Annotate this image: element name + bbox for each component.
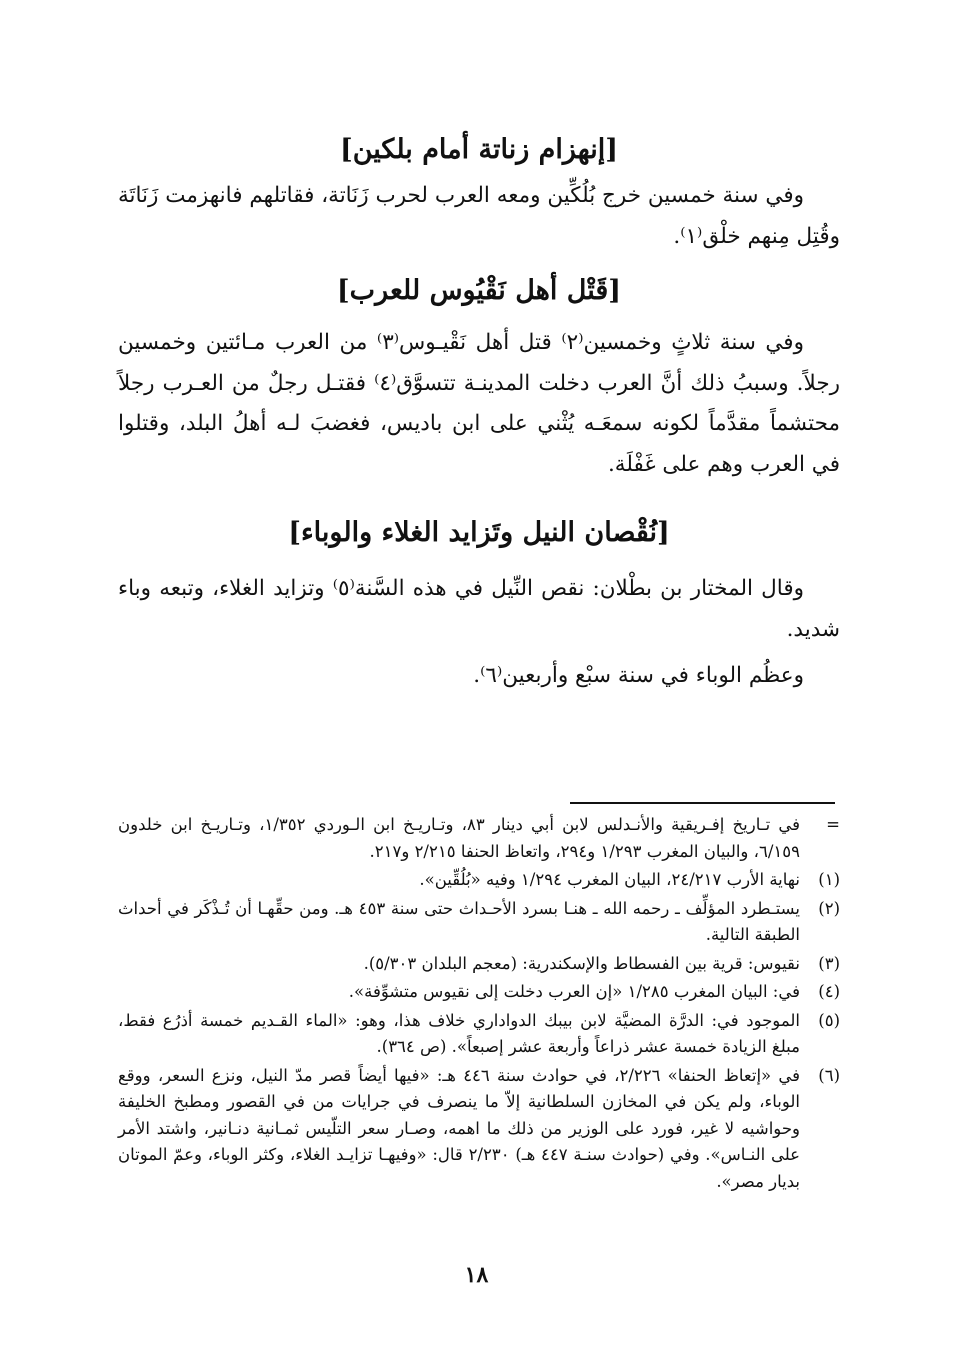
page-number: ١٨ [464,1262,489,1288]
footnote-separator [570,802,835,804]
footnote [118,979,840,1006]
paragraph-text: وعظُم الوباء في سنة سبْع وأربعين⁽٦⁾. [473,663,804,688]
footnote-marker: (٣) [818,953,840,973]
footnote-marker: (٦) [818,1065,840,1085]
body-paragraph [118,323,840,485]
footnote-text: نقيوس: قرية بين الفسطاط والإسكندرية: (معجم البلدان ٥/٣٠٣). [363,953,800,973]
footnote-marker: (٢) [818,898,840,918]
section-heading: [إنهزام زناتة أمام بلكين] [339,134,619,165]
footnote-text: نهاية الأرب ٢٤/٢١٧، البيان المغرب ١/٢٩٤ وفيه «بُلُقِّين». [419,870,800,889]
body-paragraph [118,176,840,257]
footnote-marker: (٤) [818,982,840,1001]
footnote-text: يستـطرد المؤلِّف ـ رحمه الله ـ هنـا بسرد الأحـداث حتى سنة ٤٥٣ هـ. ومن حقِّهـا أن تُـذْكَر في أحداث الطبقة التالية. [118,898,800,944]
footnotes [118,812,840,1195]
paragraph-text: وقال المختار بن بطْلان: نقص النِّيل في هذه السَّنة⁽٥⁾ وتزايد الغلاء، وتبعه وباء شديد. [118,576,840,642]
footnote [118,1063,840,1196]
footnote-marker: (١) [818,870,840,889]
footnote [118,896,840,949]
footnote-text: في «إتعاظ الحنفا» ٢/٢٢٦، في حوادث سنة ٤٤٦ هـ: «فيها أيضاً قصر مدّ النيل، ونزع السعر، ووقع الوباء، ولم يكن في المخازن السلطانية إلاّ ما ينصرف في جرايات من في القصور ومطبخ الخليفة وحواشيه لا غير، فورد على الوزير من ذلك ما اهمه، وصـار سعر التلّيس ثمـانية دنـانير، واشتد الأمر على النـاس». وفي (حوادث سنـة ٤٤٧ هـ) ٢/٢٣٠ قال: «وفيهـا تزايـد الغلاء، وكثر الوباء، وعمّ الموتان بديار مصر». [118,1065,801,1191]
footnote-marker: (٥) [818,1010,840,1030]
footnote-marker: = [826,815,840,834]
footnote [118,1008,840,1061]
footnote-text: الموجود في: الدرَّة المضيَّة لابن بيبك الدواداري خلاف هذا، وهو: «الماء القـديم خمسة أذرُع فقط، مبلغ الزيادة خمسة عشر ذراعاً وأربعة عشر إصبعاً». (ص ٣٦٤). [118,1010,800,1056]
paragraph-text: وفي سنة خمسين خرج بُلُكِّين ومعه العرب لحرب زَنَاتة، فقاتلهم فانهزمت زَنَاتَة وقُتِل مِنهم خلْق⁽١⁾. [118,183,840,249]
paragraph-text: وفي سنة ثلاثٍ وخمسين⁽٢⁾ قتل أهل نَقْيـوس⁽٣⁾ من العرب مـائتين وخمسين رجلاً. وسببُ ذلك أنَّ العرب دخلت المدينـة تتسوَّق⁽٤⁾ فقتـل رجلٌ من العـرب رجلاً محتشماً مقدَّماً لكونه سمعَـه يُثْني على ابن باديس، فغضبَ لـه أهلُ البلد، وقتلوا في العرب وهم على غَفْلَة. [118,330,841,477]
footnote-text: في تـاريخ إفـريقية والأنـدلس لابن أبي دينار ٨٣، وتـاريـخ ابن الـوردي ١/٣٥٢، وتـاريـخ ابن خلدون ٦/١٥٩، والبيان المغرب ١/٢٩٣ و٢٩٤، واتعاظ الحنفا ٢/٢١٥ و٢١٧. [118,815,801,861]
body-paragraph [118,569,840,650]
body-paragraph [118,656,840,697]
main-text [118,118,840,697]
footnote-text: في: البيان المغرب ١/٢٨٥ «إن العرب دخلت إلى نقيوس متشوِّفة». [348,982,800,1001]
footnote [118,951,840,978]
section-heading: [قَتْل أهل نَقْيُوس للعرب] [336,275,622,306]
footnote [118,812,840,865]
section-heading: [نُقْصان النيل وتَزايد الغلاء والوباء] [288,517,670,548]
footnote [118,867,840,894]
